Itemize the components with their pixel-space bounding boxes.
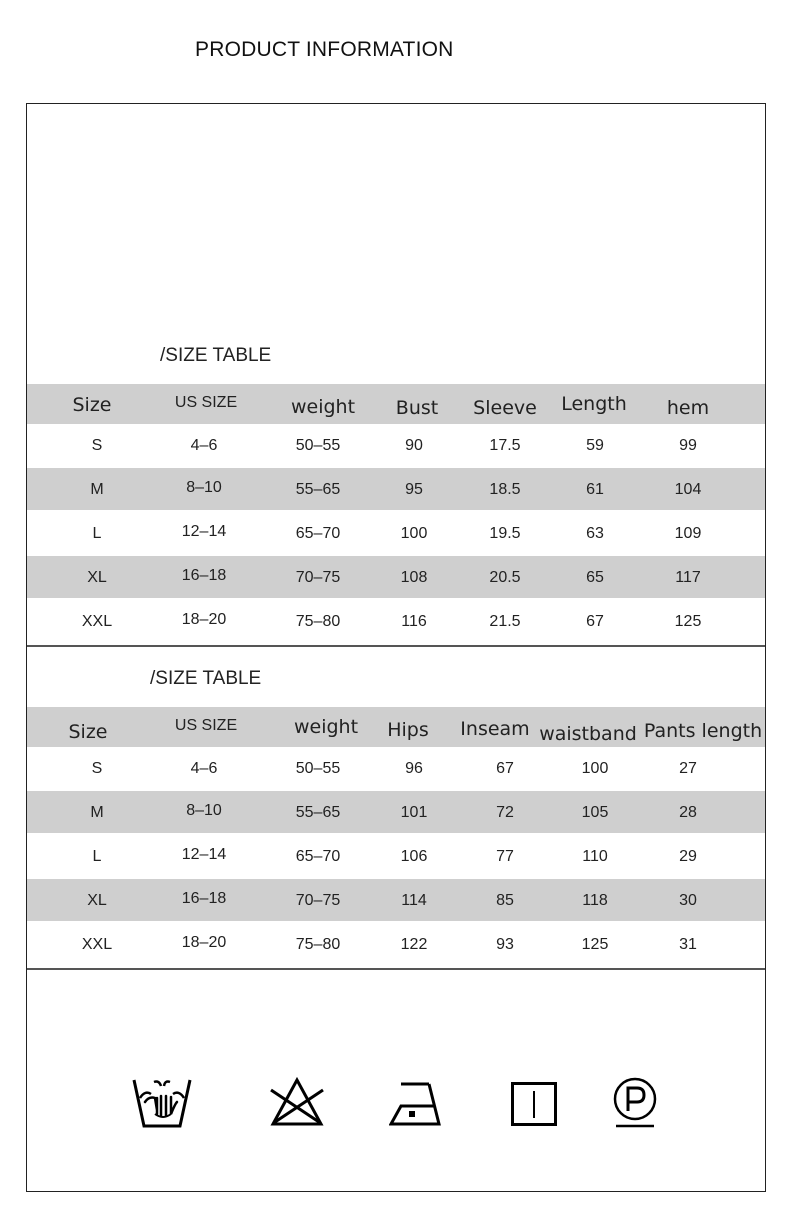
column-header: Inseam — [460, 718, 530, 740]
table-cell: L — [92, 848, 102, 865]
column-header: US SIZE — [174, 717, 238, 734]
table-cell: 105 — [581, 804, 609, 821]
table-cell: 16–18 — [181, 890, 227, 907]
table-cell: 4–6 — [190, 437, 218, 454]
column-header: hem — [666, 397, 710, 419]
table-cell: 114 — [401, 892, 427, 909]
iron-low-heat-icon — [389, 1080, 443, 1128]
section-divider — [27, 645, 765, 647]
column-header: waistband — [539, 723, 637, 745]
table-row — [27, 424, 765, 468]
page-title: PRODUCT INFORMATION — [195, 38, 454, 61]
table-cell: M — [90, 481, 104, 498]
column-header: weight — [290, 396, 356, 418]
bottom-size-table — [27, 707, 765, 968]
column-header: Hips — [387, 719, 429, 741]
table-cell: 117 — [675, 569, 701, 586]
table-cell: 108 — [400, 569, 428, 586]
table-cell: 28 — [679, 804, 697, 821]
table-cell: 75–80 — [295, 613, 341, 630]
table-cell: 70–75 — [295, 569, 341, 586]
do-not-bleach-icon — [269, 1076, 325, 1128]
table-cell: 67 — [586, 613, 604, 630]
table-cell: 125 — [674, 613, 702, 630]
table-cell: 8–10 — [186, 802, 222, 819]
table-cell: 101 — [400, 804, 428, 821]
column-header: Size — [68, 721, 108, 743]
table-cell: 18–20 — [181, 934, 227, 951]
table-header-row — [27, 384, 765, 424]
table-cell: 8–10 — [186, 479, 222, 496]
table-cell: XXL — [81, 936, 113, 953]
table-row — [27, 598, 765, 645]
top-table-label: /SIZE TABLE — [160, 345, 272, 366]
table-cell: 65 — [586, 569, 604, 586]
table-cell: 77 — [496, 848, 514, 865]
table-row — [27, 833, 765, 879]
table-row — [27, 879, 765, 921]
table-cell: 75–80 — [295, 936, 341, 953]
table-cell: 100 — [400, 525, 428, 542]
line-dry-icon — [511, 1082, 557, 1126]
product-info-frame — [26, 103, 766, 1192]
table-cell: 59 — [586, 437, 604, 454]
table-cell: 21.5 — [489, 613, 521, 630]
table-cell: 61 — [586, 481, 604, 498]
table-cell: 18–20 — [181, 611, 227, 628]
column-header: US SIZE — [174, 394, 238, 411]
table-cell: 93 — [496, 936, 514, 953]
table-cell: 109 — [674, 525, 702, 542]
table-cell: 65–70 — [295, 848, 341, 865]
table-cell: 55–65 — [295, 804, 341, 821]
table-cell: 55–65 — [295, 481, 341, 498]
table-cell: 27 — [679, 760, 697, 777]
table-cell: 29 — [679, 848, 697, 865]
table-cell: S — [91, 437, 103, 454]
table-cell: 110 — [582, 848, 608, 865]
column-header: weight — [293, 716, 359, 738]
column-header: Length — [561, 393, 627, 415]
table-cell: 125 — [581, 936, 609, 953]
table-cell: 100 — [581, 760, 609, 777]
hand-wash-icon — [131, 1076, 193, 1128]
table-row — [27, 921, 765, 968]
table-cell: 17.5 — [489, 437, 521, 454]
table-cell: 96 — [405, 760, 423, 777]
table-cell: 19.5 — [489, 525, 521, 542]
table-row — [27, 791, 765, 833]
column-header: Size — [72, 394, 112, 416]
table-cell: S — [91, 760, 103, 777]
bottom-table-label: /SIZE TABLE — [150, 668, 262, 689]
table-cell: 70–75 — [295, 892, 341, 909]
table-cell: 12–14 — [181, 523, 227, 540]
table-cell: XL — [87, 569, 107, 586]
section-divider — [27, 968, 765, 970]
table-cell: 16–18 — [181, 567, 227, 584]
table-cell: XXL — [81, 613, 113, 630]
table-row — [27, 468, 765, 510]
table-cell: 90 — [405, 437, 423, 454]
table-cell: 63 — [586, 525, 604, 542]
table-cell: XL — [87, 892, 107, 909]
table-cell: 122 — [400, 936, 428, 953]
table-cell: 18.5 — [489, 481, 521, 498]
top-size-table — [27, 384, 765, 645]
table-cell: M — [90, 804, 104, 821]
table-cell: L — [92, 525, 102, 542]
table-row — [27, 747, 765, 791]
table-cell: 106 — [400, 848, 428, 865]
column-header: Sleeve — [473, 397, 537, 419]
table-cell: 67 — [496, 760, 514, 777]
table-cell: 72 — [496, 804, 514, 821]
table-cell: 50–55 — [295, 760, 341, 777]
table-cell: 118 — [582, 892, 608, 909]
table-cell: 116 — [401, 613, 427, 630]
table-cell: 85 — [496, 892, 514, 909]
table-row — [27, 510, 765, 556]
table-cell: 30 — [679, 892, 697, 909]
column-header: Pants length — [643, 720, 763, 742]
dry-clean-p-icon — [612, 1076, 658, 1130]
table-cell: 50–55 — [295, 437, 341, 454]
table-cell: 65–70 — [295, 525, 341, 542]
table-cell: 31 — [679, 936, 697, 953]
table-row — [27, 556, 765, 598]
table-cell: 4–6 — [190, 760, 218, 777]
column-header: Bust — [395, 397, 439, 419]
care-icons-row — [27, 1072, 765, 1142]
table-cell: 12–14 — [181, 846, 227, 863]
table-cell: 95 — [405, 481, 423, 498]
table-cell: 104 — [674, 481, 702, 498]
table-cell: 20.5 — [489, 569, 521, 586]
table-header-row — [27, 707, 765, 747]
table-cell: 99 — [679, 437, 697, 454]
